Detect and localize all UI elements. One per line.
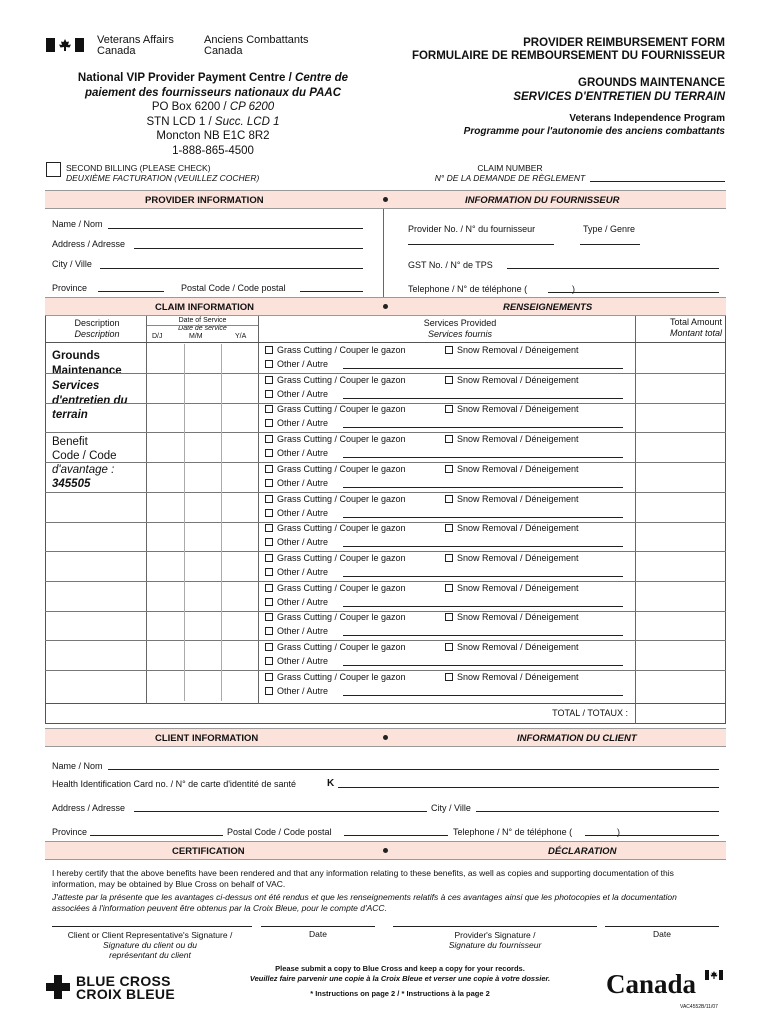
tel-close-paren: ) (617, 827, 620, 837)
provider-date-field[interactable] (605, 926, 719, 927)
client-name-field[interactable] (108, 769, 719, 770)
grass-cutting-checkbox[interactable] (265, 583, 277, 593)
snow-removal-checkbox[interactable] (445, 405, 453, 413)
service-row (265, 494, 635, 504)
health-card-prefix: K (327, 778, 335, 789)
client-telephone-label: Telephone / N° de téléphone ( (453, 827, 573, 837)
program-heading: GROUNDS MAINTENANCE SERVICES D'ENTRETIEN DU TERRAIN (513, 77, 725, 103)
bullet-icon (383, 304, 388, 309)
other-label: Other / Autre (277, 448, 329, 458)
divider (258, 316, 259, 704)
total-amount-header: Total Amount Montant total (669, 317, 722, 338)
tel-close-paren: ) (572, 284, 575, 294)
other-checkbox[interactable] (265, 627, 273, 635)
client-date-label: Date (309, 929, 327, 939)
date-cell-divider (184, 671, 185, 701)
other-label: Other / Autre (277, 508, 329, 518)
date-cell-divider (221, 552, 222, 582)
date-cell-divider (221, 582, 222, 612)
snow-removal-checkbox[interactable] (445, 643, 453, 651)
submit-instructions: Please submit a copy to Blue Cross and keep a copy for your records. Veuillez faire parvenir une copie à la Croix Bleue et verser une copie à votre dossier. (249, 964, 551, 983)
date-cell-divider (221, 374, 222, 404)
service-row (265, 464, 635, 474)
snow-removal-option (445, 612, 579, 622)
snow-removal-label: Snow Removal / Déneigement (457, 523, 579, 533)
other-checkbox[interactable] (265, 479, 273, 487)
grass-cutting-checkbox[interactable] (265, 404, 277, 414)
certification-band: CERTIFICATION DÉCLARATION (45, 841, 726, 860)
provider-name-label: Name / Nom (52, 219, 103, 229)
other-field[interactable] (343, 398, 623, 399)
health-card-field[interactable] (338, 787, 719, 788)
program-name: Veterans Independence Program Programme pour l'autonomie des anciens combattants (463, 113, 725, 137)
other-field[interactable] (343, 665, 623, 666)
client-city-field[interactable] (476, 811, 719, 812)
other-label: Other / Autre (277, 626, 329, 636)
other-label: Other / Autre (277, 537, 329, 547)
certification-text-en: I hereby certify that the above benefits have been rendered and that any information relating to these benefits, as well as copies and supporting documentation of this information, may be obtained by Blue Cross on behalf of VAC. (52, 868, 674, 889)
divider (147, 325, 258, 326)
snow-removal-label: Snow Removal / Déneigement (457, 345, 579, 355)
snow-removal-option (445, 523, 579, 533)
snow-removal-option (445, 434, 579, 444)
other-row (265, 508, 635, 518)
second-billing-checkbox[interactable] (46, 162, 61, 177)
snow-removal-checkbox[interactable] (445, 346, 453, 354)
claim-info-band: CLAIM INFORMATION RENSEIGNEMENTS (45, 297, 726, 316)
provider-telephone-label: Telephone / N° de téléphone ( (408, 284, 528, 294)
snow-removal-option (445, 494, 579, 504)
snow-removal-checkbox[interactable] (445, 376, 453, 384)
second-billing-label: SECOND BILLING (PLEASE CHECK) DEUXIÈME FACTURATION (VEUILLEZ COCHER) (66, 163, 260, 183)
client-province-label: Province (52, 827, 88, 837)
date-cell-divider (184, 582, 185, 612)
client-city-label: City / Ville (431, 803, 471, 813)
service-row (265, 642, 635, 652)
grass-cutting-checkbox[interactable] (265, 553, 277, 563)
provider-date-label: Date (653, 929, 671, 939)
grass-cutting-checkbox[interactable] (265, 672, 277, 682)
gst-label: GST No. / N° de TPS (408, 260, 493, 270)
total-label: TOTAL / TOTAUX : (552, 708, 628, 718)
other-row (265, 597, 635, 607)
checkbox-icon[interactable] (265, 643, 273, 651)
services-header: Services Provided Services fournis (423, 318, 497, 339)
bullet-icon (383, 735, 388, 740)
grass-cutting-checkbox[interactable] (265, 345, 277, 355)
checkbox-icon[interactable] (265, 405, 273, 413)
snow-removal-checkbox[interactable] (445, 495, 453, 503)
service-row (265, 583, 635, 593)
date-of-service-header: Date of Service Date de service (178, 317, 227, 332)
day-header: D/J (152, 333, 163, 340)
client-postal-label: Postal Code / Code postal (227, 827, 332, 837)
grass-cutting-checkbox[interactable] (265, 612, 277, 622)
other-field[interactable] (343, 457, 623, 458)
other-field[interactable] (343, 576, 623, 577)
snow-removal-checkbox[interactable] (445, 465, 453, 473)
divider (635, 316, 636, 704)
date-cell-divider (221, 522, 222, 552)
checkbox-icon[interactable] (265, 613, 273, 621)
row-divider (45, 551, 726, 552)
snow-removal-label: Snow Removal / Déneigement (457, 553, 579, 563)
snow-removal-label: Snow Removal / Déneigement (457, 672, 579, 682)
snow-removal-label: Snow Removal / Déneigement (457, 642, 579, 652)
client-name-label: Name / Nom (52, 761, 103, 771)
checkbox-icon[interactable] (265, 554, 273, 562)
row-divider (45, 492, 726, 493)
date-cell-divider (184, 611, 185, 641)
grass-cutting-checkbox[interactable] (265, 523, 277, 533)
date-cell-divider (184, 552, 185, 582)
client-address-field[interactable] (134, 811, 427, 812)
provider-postal-label: Postal Code / Code postal (181, 283, 286, 293)
other-label: Other / Autre (277, 656, 329, 666)
snow-removal-label: Snow Removal / Déneigement (457, 404, 579, 414)
grass-cutting-label: Grass Cutting / Couper le gazon (277, 345, 406, 355)
row-divider (45, 670, 726, 671)
checkbox-icon[interactable] (265, 435, 273, 443)
service-row (265, 375, 635, 385)
provider-no-field[interactable] (408, 244, 554, 245)
form-title: PROVIDER REIMBURSEMENT FORM FORMULAIRE DE REMBOURSEMENT DU FOURNISSEUR (411, 37, 725, 62)
date-cell-divider (221, 403, 222, 433)
snow-removal-option (445, 672, 579, 682)
grass-cutting-checkbox[interactable] (265, 434, 277, 444)
other-checkbox[interactable] (265, 360, 273, 368)
other-label: Other / Autre (277, 686, 329, 696)
grass-cutting-label: Grass Cutting / Couper le gazon (277, 672, 406, 682)
date-cell-divider (184, 433, 185, 463)
row-divider (45, 640, 726, 641)
grass-cutting-checkbox[interactable] (265, 464, 277, 474)
page-instructions: * Instructions on page 2 / * Instructions à la page 2 (310, 989, 490, 998)
other-row (265, 656, 635, 666)
provider-signature-field[interactable] (393, 926, 597, 927)
other-row (265, 626, 635, 636)
snow-removal-checkbox[interactable] (445, 613, 453, 621)
grass-cutting-label: Grass Cutting / Couper le gazon (277, 434, 406, 444)
snow-removal-option (445, 642, 579, 652)
other-row (265, 537, 635, 547)
other-checkbox[interactable] (265, 568, 273, 576)
provider-address-label: Address / Adresse (52, 239, 126, 249)
other-checkbox[interactable] (265, 538, 273, 546)
provider-type-field[interactable] (580, 244, 640, 245)
snow-removal-option (445, 583, 579, 593)
snow-removal-checkbox[interactable] (445, 554, 453, 562)
client-info-band: CLIENT INFORMATION INFORMATION DU CLIENT (45, 728, 726, 747)
service-row (265, 672, 635, 682)
row-divider (45, 432, 726, 433)
client-postal-field[interactable] (344, 835, 448, 836)
provider-telephone-field[interactable] (548, 292, 719, 293)
date-cell-divider (184, 463, 185, 493)
provider-no-label: Provider No. / N° du fournisseur (408, 224, 536, 234)
other-row (265, 418, 635, 428)
client-telephone-field[interactable] (585, 835, 719, 836)
snow-removal-label: Snow Removal / Déneigement (457, 612, 579, 622)
provider-province-field[interactable] (98, 291, 164, 292)
claim-number-field[interactable] (590, 181, 725, 182)
other-label: Other / Autre (277, 359, 329, 369)
date-cell-divider (184, 641, 185, 671)
other-field[interactable] (343, 487, 623, 488)
date-cell-divider (184, 344, 185, 374)
other-label: Other / Autre (277, 478, 329, 488)
gst-field[interactable] (507, 268, 719, 269)
provider-address-field[interactable] (134, 248, 363, 249)
snow-removal-option (445, 375, 579, 385)
row-divider (45, 581, 726, 582)
other-checkbox[interactable] (265, 687, 273, 695)
snow-removal-label: Snow Removal / Déneigement (457, 494, 579, 504)
snow-removal-checkbox[interactable] (445, 524, 453, 532)
divider (383, 209, 384, 297)
grass-cutting-label: Grass Cutting / Couper le gazon (277, 583, 406, 593)
date-cell-divider (221, 433, 222, 463)
snow-removal-label: Snow Removal / Déneigement (457, 434, 579, 444)
snow-removal-option (445, 345, 579, 355)
other-checkbox[interactable] (265, 657, 273, 665)
checkbox-icon[interactable] (265, 346, 273, 354)
canada-wordmark: Canada (606, 969, 697, 999)
client-signature-label: Client or Client Representative's Signature / Signature du client ou du représentant du client (67, 930, 233, 960)
blue-cross-wordmark: BLUE CROSS CROIX BLEUE (76, 973, 175, 1002)
date-cell-divider (221, 641, 222, 671)
service-row (265, 612, 635, 622)
snow-removal-checkbox[interactable] (445, 435, 453, 443)
date-cell-divider (184, 403, 185, 433)
snow-removal-label: Snow Removal / Déneigement (457, 375, 579, 385)
other-label: Other / Autre (277, 389, 329, 399)
client-signature-field[interactable] (52, 926, 252, 927)
other-label: Other / Autre (277, 567, 329, 577)
grass-cutting-label: Grass Cutting / Couper le gazon (277, 404, 406, 414)
checkbox-icon[interactable] (265, 673, 273, 681)
other-row (265, 686, 635, 696)
service-row (265, 345, 635, 355)
snow-removal-label: Snow Removal / Déneigement (457, 464, 579, 474)
dept-fr: Anciens Combattants Canada (204, 34, 309, 57)
snow-removal-checkbox[interactable] (445, 673, 453, 681)
grounds-maintenance-label: Grounds Maintenance (52, 350, 122, 377)
other-row (265, 478, 635, 488)
other-checkbox[interactable] (265, 598, 273, 606)
checkbox-icon[interactable] (265, 465, 273, 473)
other-label: Other / Autre (277, 597, 329, 607)
date-cell-divider (221, 463, 222, 493)
other-field[interactable] (343, 606, 623, 607)
other-checkbox[interactable] (265, 419, 273, 427)
date-cell-divider (221, 344, 222, 374)
services-entretien-label: Services d'entretien du terrain (52, 380, 128, 421)
snow-removal-label: Snow Removal / Déneigement (457, 583, 579, 593)
other-checkbox[interactable] (265, 390, 273, 398)
other-label: Other / Autre (277, 418, 329, 428)
other-field[interactable] (343, 427, 623, 428)
row-divider (45, 373, 726, 374)
client-date-field[interactable] (261, 926, 375, 927)
month-header: M/M (189, 333, 203, 340)
checkbox-icon[interactable] (265, 584, 273, 592)
dept-en: Veterans Affairs Canada (97, 34, 174, 57)
date-cell-divider (184, 522, 185, 552)
checkbox-icon[interactable] (265, 376, 273, 384)
grass-cutting-label: Grass Cutting / Couper le gazon (277, 553, 406, 563)
service-row (265, 434, 635, 444)
blue-cross-logo (46, 975, 70, 1001)
provider-postal-field[interactable] (300, 291, 363, 292)
grass-cutting-label: Grass Cutting / Couper le gazon (277, 464, 406, 474)
certification-text-fr: J'atteste par la présente que les avantages ci-dessus ont été rendus et que les renseignements relatifs à ces avantages ainsi que les photocopies et la documentation associées à l'information peuvent être obtenus par la Croix Bleue, pour le compte d'ACC. (52, 892, 677, 913)
date-cell-divider (184, 493, 185, 523)
checkbox-icon[interactable] (265, 495, 273, 503)
description-header: Description Description (74, 318, 120, 339)
grass-cutting-checkbox[interactable] (265, 375, 277, 385)
divider (146, 316, 147, 704)
provider-signature-label: Provider's Signature / Signature du fournisseur (448, 930, 542, 950)
provider-type-label: Type / Genre (583, 224, 636, 234)
form-number: VAC4552B/11/07 (680, 1004, 718, 1010)
snow-removal-option (445, 553, 579, 563)
grass-cutting-checkbox[interactable] (265, 642, 277, 652)
row-divider (45, 462, 726, 463)
other-row (265, 359, 635, 369)
snow-removal-option (445, 404, 579, 414)
claim-number-label: CLAIM NUMBER N° DE LA DEMANDE DE RÈGLEMENT (434, 163, 586, 183)
service-row (265, 404, 635, 414)
divider (45, 342, 726, 343)
grass-cutting-checkbox[interactable] (265, 494, 277, 504)
snow-removal-checkbox[interactable] (445, 584, 453, 592)
client-province-field[interactable] (90, 835, 223, 836)
grass-cutting-label: Grass Cutting / Couper le gazon (277, 494, 406, 504)
client-address-label: Address / Adresse (52, 803, 126, 813)
total-amount-field[interactable] (636, 705, 725, 723)
snow-removal-option (445, 464, 579, 474)
provider-name-field[interactable] (108, 228, 363, 229)
other-field[interactable] (343, 546, 623, 547)
bullet-icon (383, 848, 388, 853)
year-header: Y/A (235, 333, 247, 340)
payment-centre-address: National VIP Provider Payment Centre / Centre de paiement des fournisseurs nationaux du PAAC PO Box 6200 / CP 6200 STN LCD 1 / Succ. LCD 1 Moncton NB E1C 8R2 1-888-865-4500 (77, 72, 349, 157)
benefit-code-label: Benefit Code / Code d'avantage : 345505 (52, 436, 117, 490)
other-row (265, 448, 635, 458)
other-checkbox[interactable] (265, 509, 273, 517)
grass-cutting-label: Grass Cutting / Couper le gazon (277, 375, 406, 385)
service-row (265, 553, 635, 563)
other-row (265, 389, 635, 399)
canada-flag-icon (46, 38, 84, 52)
checkbox-icon[interactable] (265, 524, 273, 532)
date-cell-divider (184, 374, 185, 404)
date-cell-divider (221, 611, 222, 641)
grass-cutting-label: Grass Cutting / Couper le gazon (277, 612, 406, 622)
provider-info-band: PROVIDER INFORMATION INFORMATION DU FOURNISSEUR (45, 190, 726, 209)
date-cell-divider (221, 493, 222, 523)
provider-province-label: Province (52, 283, 88, 293)
grass-cutting-label: Grass Cutting / Couper le gazon (277, 523, 406, 533)
vac-logo (46, 38, 84, 54)
provider-city-label: City / Ville (52, 259, 92, 269)
provider-city-field[interactable] (100, 268, 363, 269)
other-field[interactable] (343, 517, 623, 518)
bullet-icon (383, 197, 388, 202)
other-row (265, 567, 635, 577)
canada-wordmark-flag-icon (705, 970, 723, 982)
grass-cutting-label: Grass Cutting / Couper le gazon (277, 642, 406, 652)
cross-icon (46, 975, 70, 999)
date-cell-divider (221, 671, 222, 701)
other-field[interactable] (343, 368, 623, 369)
service-row (265, 523, 635, 533)
other-field[interactable] (343, 695, 623, 696)
other-checkbox[interactable] (265, 449, 273, 457)
health-card-label: Health Identification Card no. / N° de carte d'identité de santé (52, 779, 296, 789)
other-field[interactable] (343, 635, 623, 636)
